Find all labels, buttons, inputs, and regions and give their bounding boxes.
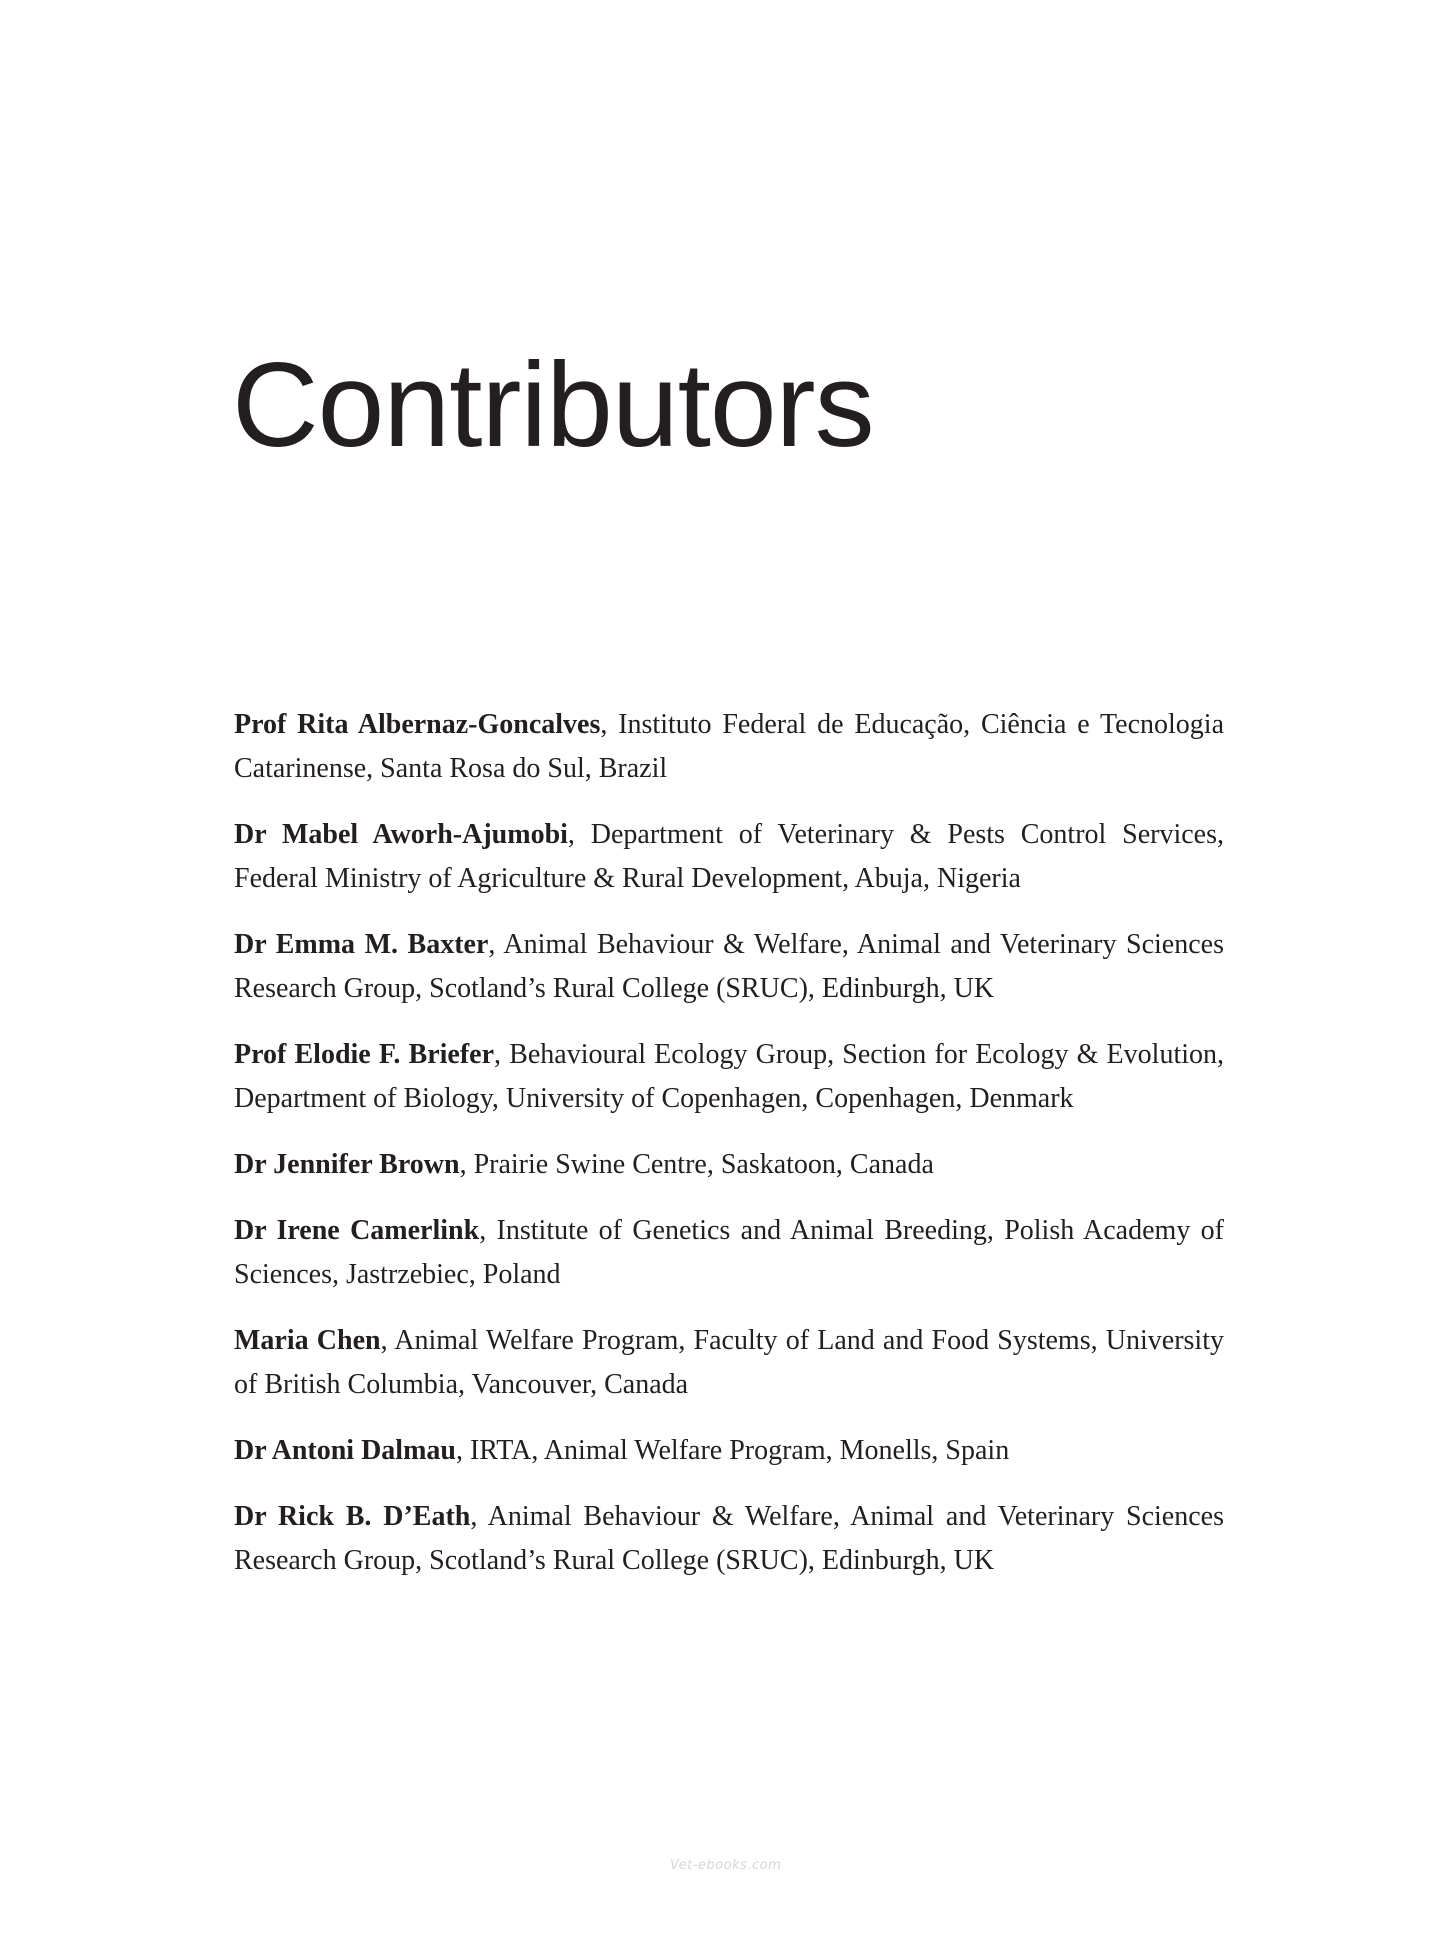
watermark: Vet-ebooks.com	[670, 1858, 782, 1873]
contributor-entry	[234, 1319, 1224, 1407]
contributor-entry	[234, 1143, 1224, 1187]
contributor-affiliation: , Department of Veterinary & Pests Control Services, Federal Ministry of Agriculture & Rural Development, Abuja, Nigeria	[234, 819, 1224, 894]
contributor-entry	[234, 813, 1224, 901]
contributor-entry	[234, 703, 1224, 791]
contributor-name: Prof Elodie F. Briefer	[234, 1039, 495, 1070]
contributors-list	[234, 703, 1224, 1605]
contributor-name: Dr Jennifer Brown	[234, 1149, 460, 1180]
contributor-affiliation: , IRTA, Animal Welfare Program, Monells, Spain	[455, 1435, 1010, 1466]
contributor-entry	[234, 1495, 1224, 1583]
contributor-entry	[234, 1033, 1224, 1121]
contributor-name: Dr Antoni Dalmau	[234, 1435, 456, 1466]
contributor-affiliation: , Institute of Genetics and Animal Breeding, Polish Academy of Sciences, Jastrzebiec, Poland	[234, 1215, 1224, 1290]
contributor-entry	[234, 923, 1224, 1011]
contributor-name: Dr Mabel Aworh-Ajumobi	[234, 819, 568, 850]
contributor-name: Prof Rita Albernaz-Goncalves	[234, 709, 601, 740]
contributor-name: Maria Chen	[234, 1325, 381, 1356]
contributor-name: Dr Rick B. D’Eath	[234, 1501, 471, 1532]
contributor-affiliation: , Animal Behaviour & Welfare, Animal and Veterinary Sciences Research Group, Scotland’s Rural College (SRUC), Edinburgh, UK	[234, 1501, 1224, 1576]
contributor-entry	[234, 1209, 1224, 1297]
contributor-affiliation: , Animal Welfare Program, Faculty of Land and Food Systems, University of British Columbia, Vancouver, Canada	[234, 1325, 1224, 1400]
page-title: Contributors	[232, 338, 874, 472]
contributor-affiliation: , Prairie Swine Centre, Saskatoon, Canada	[459, 1149, 934, 1180]
contributor-entry	[234, 1429, 1224, 1473]
contributor-name: Dr Irene Camerlink	[234, 1215, 480, 1246]
contributor-affiliation: , Animal Behaviour & Welfare, Animal and Veterinary Sciences Research Group, Scotland’s Rural College (SRUC), Edinburgh, UK	[234, 929, 1224, 1004]
contributor-name: Dr Emma M. Baxter	[234, 929, 489, 960]
contributor-affiliation: , Behavioural Ecology Group, Section for Ecology & Evolution, Department of Biology, University of Copenhagen, Copenhagen, Denmark	[234, 1039, 1224, 1114]
contributor-affiliation: , Instituto Federal de Educação, Ciência e Tecnologia Catarinense, Santa Rosa do Sul, Brazil	[234, 709, 1225, 784]
